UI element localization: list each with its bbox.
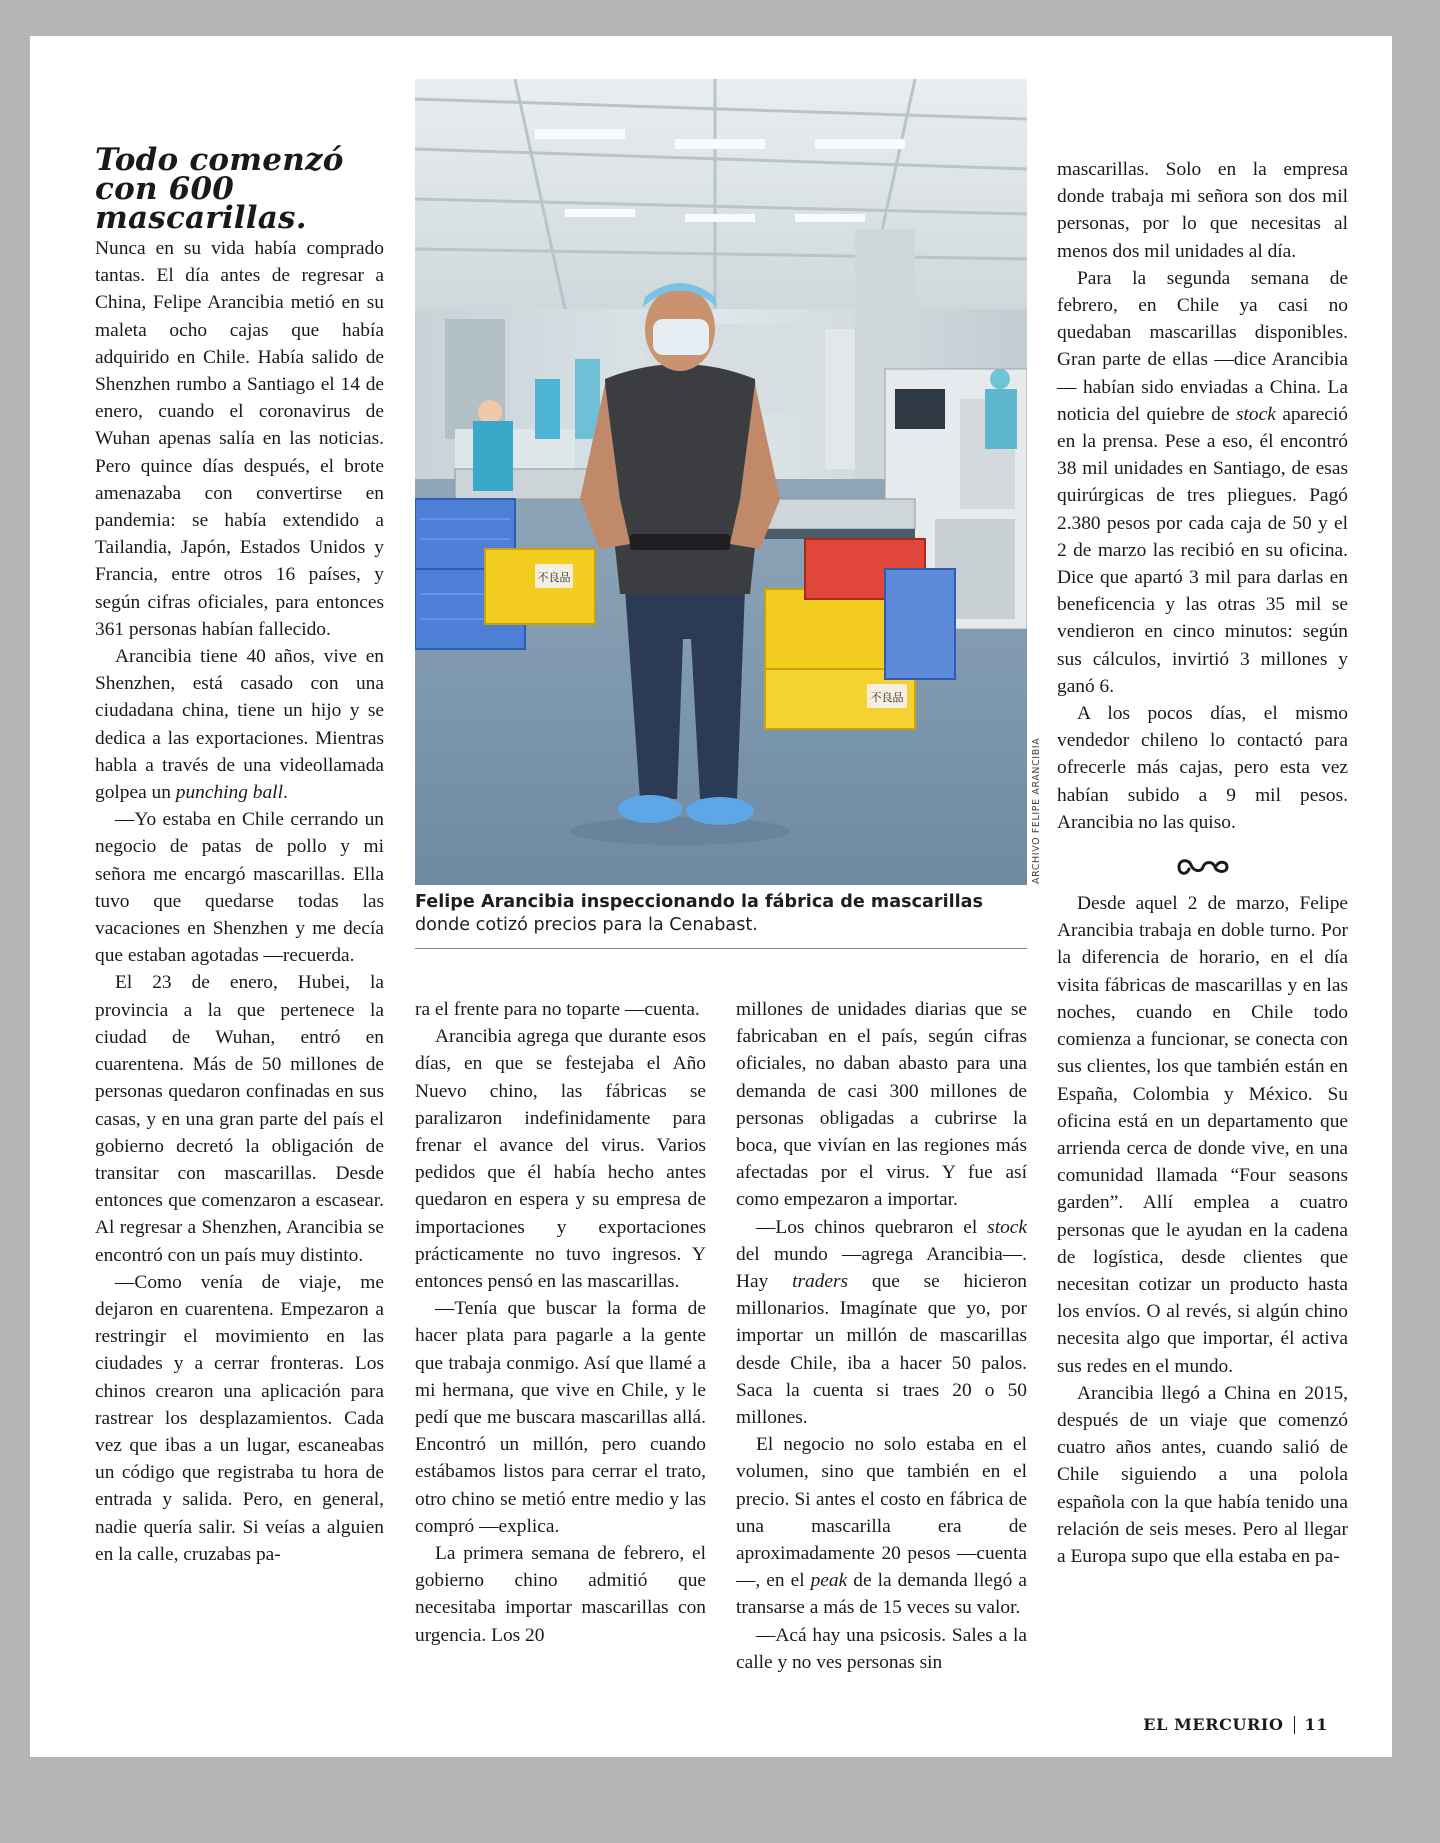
article-paragraph: El 23 de enero, Hubei, la provincia a la que pertenece la ciudad de Wuhan, entró en cuarentena. Más de 50 millones de personas quedaron confinadas en sus casas, y en una gran parte del país el gobierno decretó la obligación de transitar con mascarillas. Desde entonces que comenzaron a escasear. Al regresar a Shenzhen, Arancibia se encontró con un país muy distinto. bbox=[95, 972, 384, 1266]
article-paragraph: —Acá hay una psicosis. Sales a la calle y no ves personas sin bbox=[736, 1624, 1027, 1673]
photo-caption bbox=[415, 891, 1015, 937]
article-paragraph: La primera semana de febrero, el gobierno chino admitió que necesitaba importar mascarillas con urgencia. Los 20 bbox=[415, 1543, 706, 1646]
column-3-paragraphs bbox=[736, 996, 1027, 1676]
footer-separator bbox=[1294, 1716, 1295, 1734]
caption-divider bbox=[415, 948, 1027, 949]
article-paragraph: ra el frente para no toparte —cuenta. bbox=[415, 999, 700, 1020]
article-paragraph: El negocio no solo estaba en el volumen, sino que también en el precio. Si antes el costo en fábrica de una mascarilla era de aproximadamente 20 pesos —cuenta—, en el peak de la demanda llegó a transarse a más de 15 veces su valor. bbox=[736, 1434, 1027, 1619]
article-column-1 bbox=[95, 142, 384, 1568]
publication-name: EL MERCURIO bbox=[1143, 1715, 1284, 1734]
caption-bold: Felipe Arancibia inspeccionando la fábrica de mascarillas bbox=[415, 892, 984, 912]
page-number: 11 bbox=[1304, 1715, 1328, 1734]
factory-photo bbox=[415, 79, 1027, 885]
column-1-paragraphs bbox=[95, 235, 384, 1568]
factory-illustration bbox=[415, 79, 1027, 885]
crate-sign-1: 不良品 bbox=[537, 571, 571, 584]
article-paragraph: Para la segunda semana de febrero, en Chile ya casi no quedaban mascarillas disponibles. Gran parte de ellas —dice Arancibia— habían sido enviadas a China. La noticia del quiebre de stock apareció en la prensa. Pese a eso, él encontró 38 mil unidades en Santiago, de esas quirúrgicas de tres pliegues. Pagó 2.380 pesos por cada caja de 50 y el 2 de marzo las recibió en su oficina. Dice que apartó 3 mil para darlas en beneficencia y las otras 35 mil se vendieron en cinco minutos: según sus cálculos, invirtió 3 millones y ganó 6. bbox=[1057, 267, 1348, 697]
article-paragraph: Arancibia tiene 40 años, vive en Shenzhen, está casado con una ciudadana china, tiene un hijo y se dedica a las exportaciones. Mientras habla a través de una videollamada golpea un punching ball. bbox=[95, 646, 384, 804]
section-ornament-icon bbox=[1057, 856, 1348, 880]
crate-sign-2: 不良品 bbox=[870, 691, 904, 704]
column-4-paragraphs-top bbox=[1057, 156, 1348, 836]
photo-credit: ARCHIVO FELIPE ARANCIBIA bbox=[1031, 737, 1042, 884]
magazine-page bbox=[30, 36, 1392, 1757]
article-paragraph: mascarillas. Solo en la empresa donde trabaja mi señora son dos mil personas, por lo que necesitas al menos dos mil unidades al día. bbox=[1057, 159, 1348, 262]
article-paragraph: millones de unidades diarias que se fabricaban en el país, según cifras oficiales, no daban abasto para una demanda de casi 300 millones de personas obligadas a cubrirse la boca, que vivían en las regiones más afectadas por el virus. Y fue así como empezaron a importar. bbox=[736, 999, 1027, 1211]
article-paragraph: A los pocos días, el mismo vendedor chileno lo contactó para ofrecerle más cajas, pero esta vez habían subido a 9 mil pesos. Arancibia no las quiso. bbox=[1057, 703, 1348, 833]
article-column-2 bbox=[415, 996, 706, 1649]
lead-title: Todo comenzó con 600 mascarillas. bbox=[95, 142, 344, 236]
article-paragraph: Arancibia agrega que durante esos días, en que se festejaba el Año Nuevo chino, las fábricas se paralizaron indefinidamente para frenar el avance del virus. Varios pedidos que él había hecho antes quedaron en espera y su empresa de importaciones y exportaciones prácticamente no tuvo ingresos. Y entonces pensó en las mascarillas. bbox=[415, 1026, 706, 1293]
article-paragraph: —Los chinos quebraron el stock del mundo —agrega Arancibia—. Hay traders que se hicieron millonarios. Imagínate que yo, por importar un millón de mascarillas desde Chile, iba a hacer 50 palos. Saca la cuenta si traes 20 o 50 millones. bbox=[736, 1216, 1028, 1429]
article-paragraph: —Yo estaba en Chile cerrando un negocio de patas de pollo y mi señora me encargó mascarillas. Ella tuvo que quedarse todas las vacaciones en Shenzhen y me decía que estaban agotadas —recuerda. bbox=[95, 809, 384, 967]
caption-rest: donde cotizó precios para la Cenabast. bbox=[415, 915, 758, 935]
article-paragraph: Nunca en su vida había comprado tantas. El día antes de regresar a China, Felipe Arancibia metió en su maleta ocho cajas que había adquirido en Chile. Había salido de Shenzhen rumbo a Santiago el 14 de enero, cuando el coronavirus de Wuhan apenas salía en las noticias. Pero quince días después, el brote amenazaba con convertirse en pandemia: se había extendido a Tailandia, Japón, Estados Unidos y Francia, entre otros 16 países, y según cifras oficiales, para entonces 361 personas habían fallecido. bbox=[95, 238, 384, 640]
article-column-3 bbox=[736, 996, 1027, 1676]
article-paragraph: Arancibia llegó a China en 2015, después de un viaje que comenzó cuatro años antes, cuando salió de Chile siguiendo a una polola española con la que había tenido una relación de seis meses. Pero al llegar a Europa supo que ella estaba en pa- bbox=[1057, 1382, 1348, 1567]
article-paragraph: —Tenía que buscar la forma de hacer plata para pagarle a la gente que trabaja conmigo. Así que llamé a mi hermana, que vive en Chile, y le pedí que me buscara mascarillas allá. Encontró un millón, pero cuando estábamos listos para cerrar el trato, otro chino se metió entre medio y las compró —explica. bbox=[415, 1298, 706, 1537]
column-4-paragraphs-bottom bbox=[1057, 890, 1348, 1570]
page-footer bbox=[1143, 1715, 1328, 1734]
column-2-paragraphs bbox=[415, 996, 706, 1649]
article-paragraph: Desde aquel 2 de marzo, Felipe Arancibia trabaja en doble turno. Por la diferencia de horario, en el día visita fábricas de mascarillas y en las noches, cuando en Chile todo comienza a funcionar, se conecta con sus clientes, los que también están en España, Colombia y México. Su oficina está en un departamento que arrienda cerca de donde vive, en una comunidad llamada “Four seasons garden”. Allí emplea a cuatro personas que le ayudan en la cadena de logística, desde clientes que necesitan cotizar un producto hasta los envíos. O al revés, si algún chino necesita algo que importar, él activa sus redes en el mundo. bbox=[1057, 893, 1348, 1377]
article-paragraph: —Como venía de viaje, me dejaron en cuarentena. Empezaron a restringir el movimiento en las ciudades y a cerrar fronteras. Los chinos crearon una aplicación para rastrear los desplazamientos. Cada vez que ibas a un lugar, escaneabas un código que registraba tu hora de entrada y salida. Pero, en general, nadie quería salir. Si veías a alguien en la calle, cruzabas pa- bbox=[95, 1271, 384, 1565]
article-column-4 bbox=[1057, 156, 1348, 1570]
